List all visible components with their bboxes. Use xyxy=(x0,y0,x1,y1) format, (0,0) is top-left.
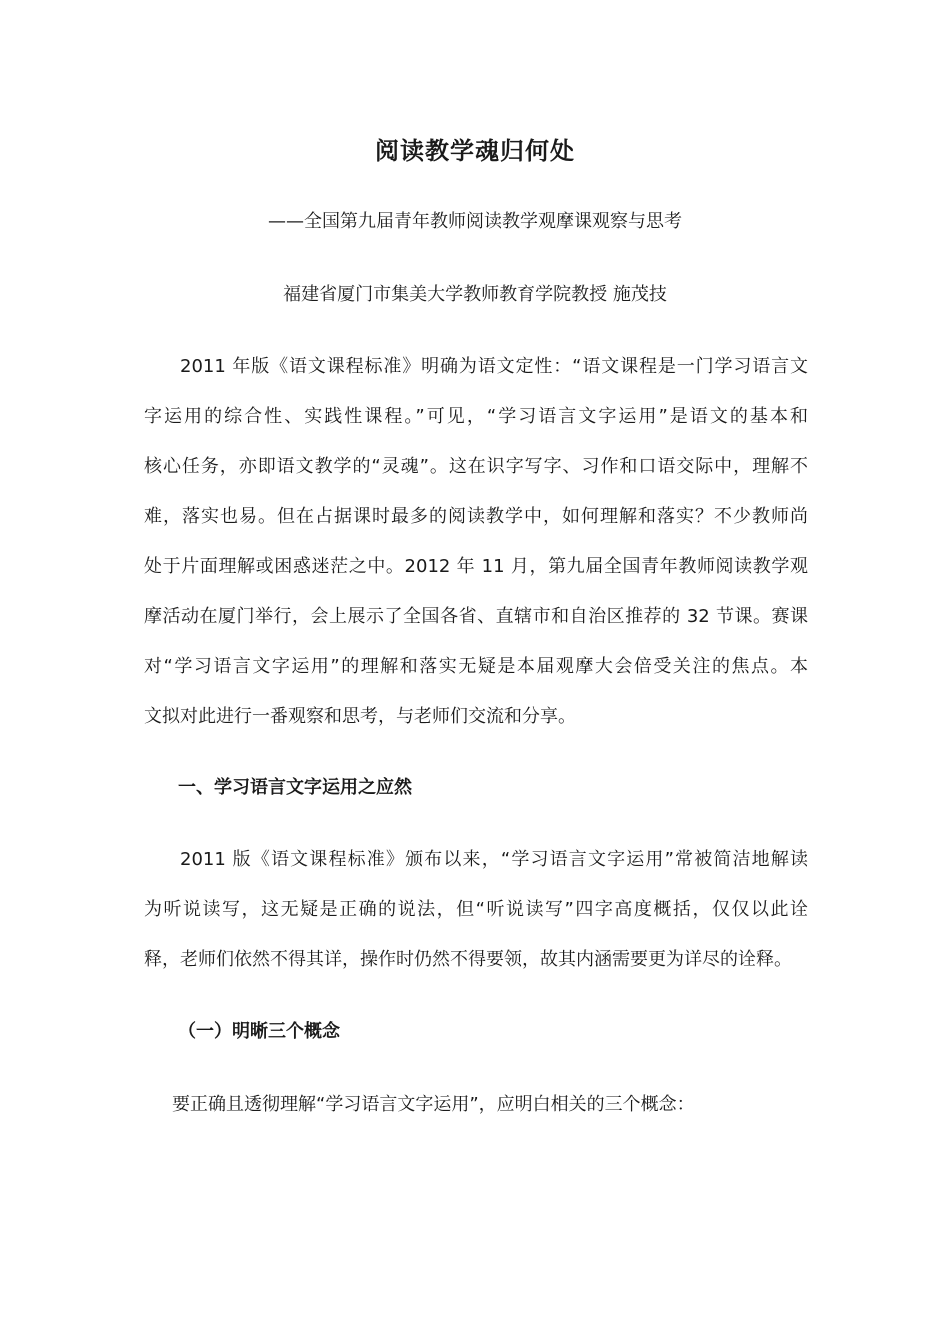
paragraph-line: 2011 年版《语文课程标准》明确为语文定性：“语文课程是一门学习语言文 xyxy=(180,356,808,377)
subsection-heading-1: （一）明晰三个概念 xyxy=(178,1021,340,1042)
paragraph-line: 对“学习语言文字运用”的理解和落实无疑是本届观摩大会倍受关注的焦点。本 xyxy=(144,656,808,677)
document-author: 福建省厦门市集美大学教师教育学院教授 施茂技 xyxy=(283,284,667,305)
paragraph-line: 核心任务，亦即语文教学的“灵魂”。这在识字写字、习作和口语交际中，理解不 xyxy=(144,456,808,477)
paragraph-intro xyxy=(144,342,808,742)
section-heading-1: 一、学习语言文字运用之应然 xyxy=(178,777,412,798)
paragraph-line: 文拟对此进行一番观察和思考，与老师们交流和分享。 xyxy=(144,706,576,727)
paragraph-line: 释，老师们依然不得其详，操作时仍然不得要领，故其内涵需要更为详尽的诠释。 xyxy=(144,949,792,970)
paragraph-subsection-1: 要正确且透彻理解“学习语言文字运用”，应明白相关的三个概念： xyxy=(172,1094,695,1115)
paragraph-line: 摩活动在厦门举行，会上展示了全国各省、直辖市和自治区推荐的 32 节课。赛课 xyxy=(144,606,808,627)
paragraph-line: 处于片面理解或困惑迷茫之中。2012 年 11 月，第九届全国青年教师阅读教学观 xyxy=(144,556,808,577)
document-title: 阅读教学魂归何处 xyxy=(375,137,575,165)
paragraph-line: 难，落实也易。但在占据课时最多的阅读教学中，如何理解和落实？不少教师尚 xyxy=(144,506,808,527)
paragraph-line: 为听说读写，这无疑是正确的说法，但“听说读写”四字高度概括，仅仅以此诠 xyxy=(144,899,808,920)
document-subtitle: ——全国第九届青年教师阅读教学观摩课观察与思考 xyxy=(268,211,682,232)
paragraph-line: 2011 版《语文课程标准》颁布以来，“学习语言文字运用”常被简洁地解读 xyxy=(180,849,808,870)
paragraph-section-1 xyxy=(144,835,808,985)
paragraph-line: 字运用的综合性、实践性课程。”可见，“学习语言文字运用”是语文的基本和 xyxy=(144,406,808,427)
